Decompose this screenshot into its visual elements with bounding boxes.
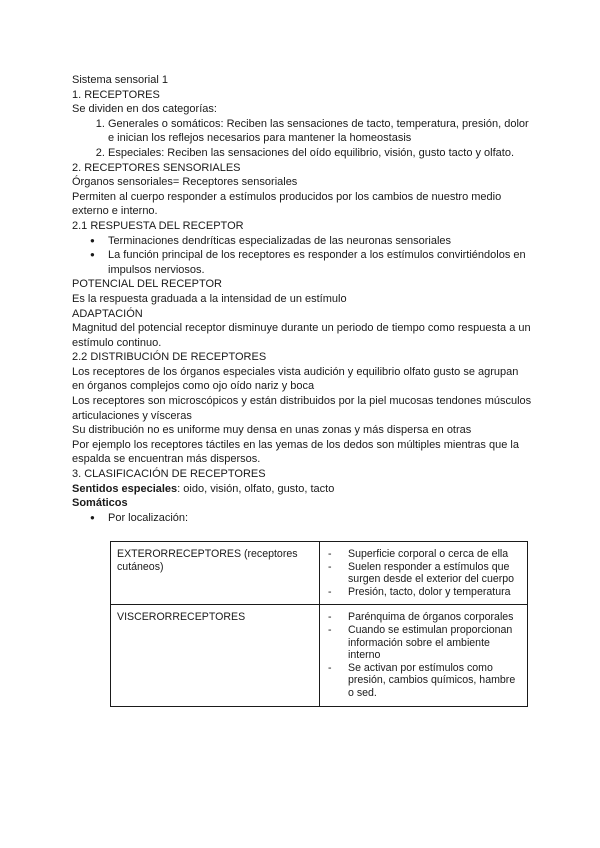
numbered-list (72, 117, 532, 161)
table-row (111, 542, 528, 605)
section-intro: Se dividen en dos categorías: (72, 103, 217, 116)
dash-list (326, 611, 521, 699)
especiales-label: Sentidos especiales (72, 482, 178, 495)
paragraph: Los receptores son microscópicos y están distribuidos por la piel mucosas tendones músculos articulaciones y vísceras (72, 395, 532, 422)
paragraph: Por ejemplo los receptores táctiles en las yemas de los dedos son múltiples mientras que la espalda se encuentran más dispersos. (72, 438, 519, 466)
table-row (111, 605, 528, 706)
document-title: Sistema sensorial 1 (72, 74, 168, 86)
heading-potencial: POTENCIAL DEL RECEPTOR (72, 278, 222, 291)
list-item: - Superficie corporal o cerca de ella (348, 548, 521, 561)
subsection-heading-distribucion: 2.2 DISTRIBUCIÓN DE RECEPTORES (72, 351, 267, 364)
especiales-text: : oido, visión, olfato, gusto, tacto (177, 482, 335, 495)
section-heading-clasificacion: 3. CLASIFICACIÓN DE RECEPTORES (72, 468, 266, 481)
especiales-line (72, 482, 532, 497)
section-heading-receptores-sensoriales: 2. RECEPTORES SENSORIALES (72, 161, 241, 174)
definition-line: Órganos sensoriales= Receptores sensoriales (72, 176, 298, 189)
table-cell-name: VISCERORRECEPTORES (111, 605, 320, 706)
paragraph: Su distribución no es uniforme muy densa en unas zonas y más dispersa en otras (72, 424, 472, 437)
classification-table (110, 541, 528, 707)
paragraph: Magnitud del potencial receptor disminuye durante un periodo de tiempo como respuesta a un estímulo continuo. (72, 322, 531, 349)
paragraph: Permiten al cuerpo responder a estímulos producidos por los cambios de nuestro medio externo e interno. (72, 190, 502, 218)
dash-list (326, 548, 521, 598)
list-item: - Cuando se estimulan proporcionan información sobre el ambiente interno (348, 624, 521, 662)
paragraph: Es la respuesta graduada a la intensidad de un estímulo (72, 292, 347, 305)
list-item: - Se activan por estímulos como presión, cambios químicos, hambre o sed. (348, 662, 521, 700)
subsection-heading-respuesta: 2.1 RESPUESTA DEL RECEPTOR (72, 219, 244, 232)
bullet-list (72, 511, 532, 526)
bullet-list (72, 234, 532, 278)
somaticos-heading (72, 496, 532, 511)
somaticos-label: Somáticos (72, 497, 128, 510)
document-page (72, 73, 532, 525)
section-heading-receptores: 1. RECEPTORES (72, 88, 160, 101)
heading-adaptacion: ADAPTACIÓN (72, 307, 143, 320)
paragraph: Los receptores de los órganos especiales vista audición y equilibrio olfato gusto se agrupan en órganos complejos como ojo oído nariz y boca (72, 365, 519, 393)
table-cell-points (320, 542, 528, 605)
list-item: ● Terminaciones dendríticas especializadas de las neuronas sensoriales (108, 234, 532, 249)
list-item: 2. Especiales: Reciben las sensaciones del oído equilibrio, visión, gusto tacto y olfato. (108, 146, 532, 161)
list-item: ● Por localización: (108, 511, 532, 526)
table-cell-points (320, 605, 528, 706)
list-item: - Parénquima de órganos corporales (348, 611, 521, 624)
table-cell-name: EXTERORRECEPTORES (receptores cutáneos) (111, 542, 320, 605)
list-item: 1. Generales o somáticos: Reciben las sensaciones de tacto, temperatura, presión, dolor e inician los reflejos necesarios para mantener la homeostasis (108, 117, 532, 146)
list-item: - Presión, tacto, dolor y temperatura (348, 586, 521, 599)
list-item: ● La función principal de los receptores es responder a los estímulos convirtiéndolos en impulsos nerviosos. (108, 248, 532, 277)
list-item: - Suelen responder a estímulos que surgen desde el exterior del cuerpo (348, 561, 521, 586)
